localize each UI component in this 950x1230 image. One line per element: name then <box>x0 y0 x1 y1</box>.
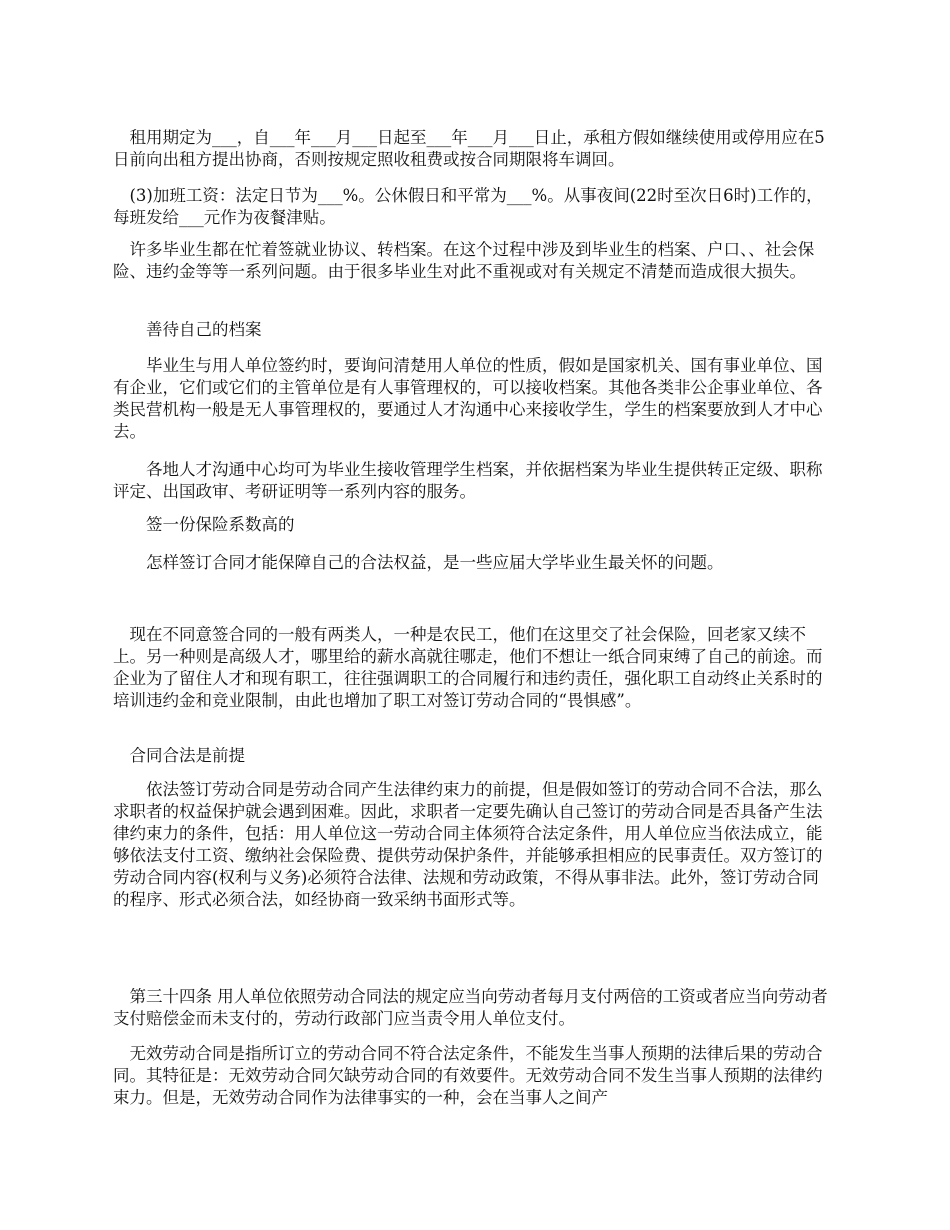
paragraph-reluctant-signers: 现在不同意签合同的一般有两类人，一种是农民工，他们在这里交了社会保险，回老家又续不上。另一种则是高级人才，哪里给的薪水高就往哪走，他们不想让一纸合同束缚了自己的前途。而企业为了留住人才和现有职工，往往强调职工的合同履行和违约责任，强化职工自动终止关系时的培训违约金和竞业限制，由此也增加了职工对签订劳动合同的“畏惧感”。 <box>113 625 823 710</box>
paragraph-invalid-contract: 无效劳动合同是指所订立的劳动合同不符合法定条件，不能发生当事人预期的法律后果的劳动合同。其特征是：无效劳动合同欠缺劳动合同的有效要件。无效劳动合同不发生当事人预期的法律约束力。但是，无效劳动合同作为法律事实的一种，会在当事人之间产 <box>113 1044 823 1107</box>
paragraph-vehicle-lease-term: 租用期定为___，自___年___月___日起至___年___月___日止，承租方假如继续使用或停用应在5日前向出租方提出协商，否则按规定照收租费或按合同期限将车调回。 <box>113 128 825 169</box>
heading-sign-safe-contract: 签一份保险系数高的 <box>113 515 295 534</box>
heading-contract-legality: 合同合法是前提 <box>113 746 245 765</box>
paragraph-overtime-pay: (3)加班工资：法定日节为___%。公休假日和平常为___%。从事夜间(22时至次日6时)工作的，每班发给___元作为夜餐津贴。 <box>113 186 823 227</box>
paragraph-talent-center-services: 各地人才沟通中心均可为毕业生接收管理学生档案，并依据档案为毕业生提供转正定级、职称评定、出国政审、考研证明等一系列内容的服务。 <box>113 460 823 501</box>
paragraph-legal-binding-conditions: 依法签订劳动合同是劳动合同产生法律约束力的前提，但是假如签订的劳动合同不合法，那么求职者的权益保护就会遇到困难。因此，求职者一定要先确认自己签订的劳动合同是否具备产生法律约束力的条件，包括：用人单位这一劳动合同主体须符合法定条件，用人单位应当依法成立，能够依法支付工资、缴纳社会保险费、提供劳动保护条件，并能够承担相应的民事责任。双方签订的劳动合同内容(权利与义务)必须符合法律、法规和劳动政策，不得从事非法。此外，签订劳动合同的程序、形式必须合法，如经协商一致采纳书面形式等。 <box>113 780 823 909</box>
paragraph-employer-nature: 毕业生与用人单位签约时，要询问清楚用人单位的性质，假如是国家机关、国有事业单位、国有企业，它们或它们的主管单位是有人事管理权的，可以接收档案。其他各类非公企事业单位、各类民营机构一般是无人事管理权的，要通过人才沟通中心来接收学生，学生的档案要放到人才中心去。 <box>113 356 823 441</box>
paragraph-protect-rights-question: 怎样签订合同才能保障自己的合法权益，是一些应届大学毕业生最关怀的问题。 <box>113 553 724 572</box>
paragraph-graduate-issues: 许多毕业生都在忙着签就业协议、转档案。在这个过程中涉及到毕业生的档案、户口、、社会保险、违约金等等一系列问题。由于很多毕业生对此不重视或对有关规定不清楚而造成很大损失。 <box>113 240 815 281</box>
heading-treat-your-archive: 善待自己的档案 <box>113 320 262 339</box>
paragraph-article-34: 第三十四条 用人单位依照劳动合同法的规定应当向劳动者每月支付两倍的工资或者应当向劳动者支付赔偿金而未支付的，劳动行政部门应当责令用人单位支付。 <box>113 987 828 1028</box>
